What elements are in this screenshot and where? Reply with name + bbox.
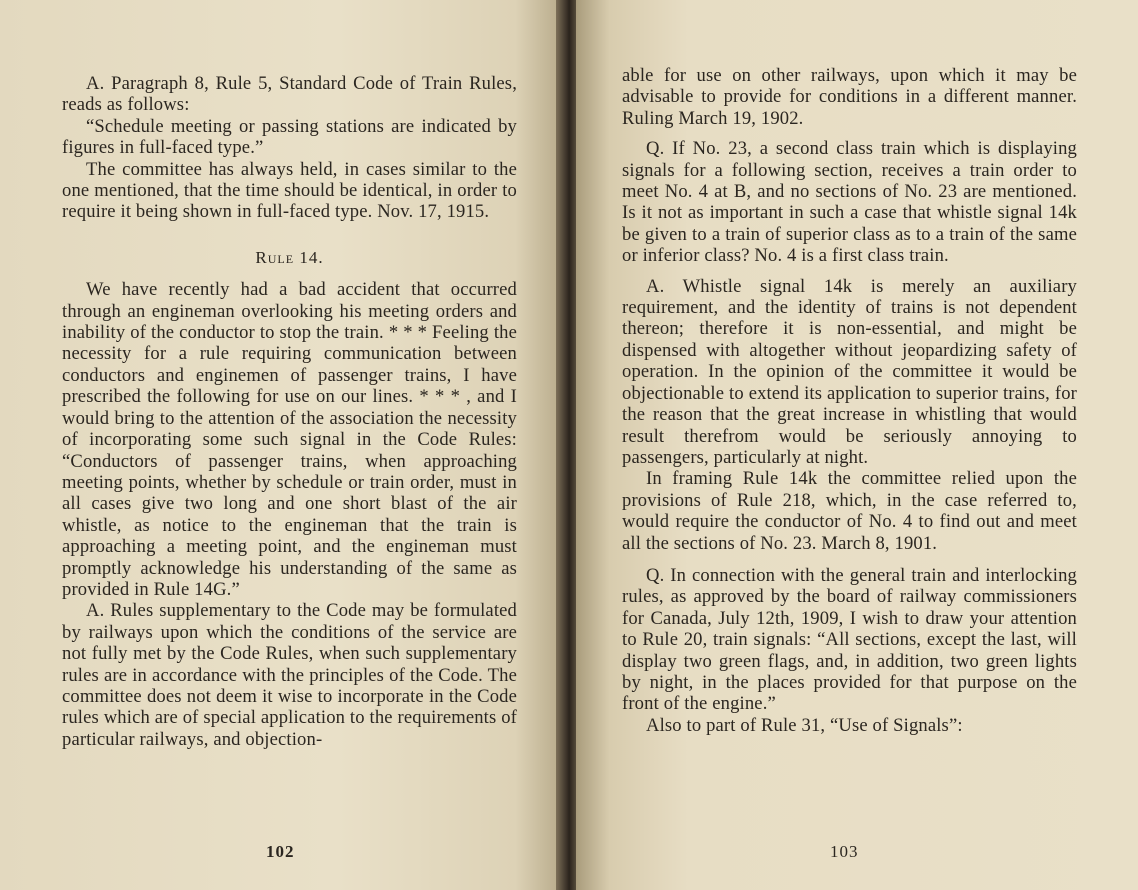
paragraph: A. Rules supplementary to the Code may be formulated by railways upon which the conditions of the service are not fully met by the Code Rules, when such supplementary rules are in accordance with the principles of the Code. The committee does not deem it wise to incorporate in the Code rules which are of special application to the requirements of particular railways, and objection- xyxy=(62,600,517,750)
paragraph: A. Whistle signal 14k is merely an auxiliary requirement, and the identity of trains is not dependent thereon; therefore it is non-essential, and might be dispensed with altogether without jeopardizing safety of operation. In the opinion of the committee it would be objectionable to extend its application to superior trains, for the reason that the great increase in whistling that would result therefrom would be seriously annoying to passengers, particularly at night. xyxy=(622,275,1077,468)
paragraph: In framing Rule 14k the committee relied upon the provisions of Rule 218, which, in the case referred to, would require the conductor of No. 4 to find out and meet all the sections of No. 23. March 8, 1901. xyxy=(622,468,1077,554)
paragraph: able for use on other railways, upon which it may be advisable to provide for conditions in a different manner. Ruling March 19, 1902. xyxy=(622,65,1077,129)
page-number: 103 xyxy=(830,842,859,861)
paragraph: We have recently had a bad accident that occurred through an engineman overlooking his meeting orders and inability of the conductor to stop the train. * * * Feeling the necessity for a rule requiring communication between conductors and enginemen of passenger trains, I have prescribed the following for use on our lines. * * * , and I would bring to the attention of the association the necessity of incorporating some such signal in the Code Rules: “Conductors of passenger trains, when approaching meeting points, whether by schedule or train order, must in all cases give two long and one short blast of the air whistle, as notice to the engineman that the train is approaching a meeting point, and the engineman must promptly acknowledge his understanding of the same as provided in Rule 14G.” xyxy=(62,279,517,600)
paragraph: The committee has always held, in cases similar to the one mentioned, that the time should be identical, in order to require it being shown in full-faced type. Nov. 17, 1915. xyxy=(62,158,517,223)
paragraph: “Schedule meeting or passing stations are indicated by figures in full-faced type.” xyxy=(62,115,517,159)
paragraph: A. Paragraph 8, Rule 5, Standard Code of Train Rules, reads as follows: xyxy=(62,73,517,116)
paragraph: Q. In connection with the general train and interlocking rules, as approved by the board of railway commissioners for Canada, July 12th, 1909, I wish to draw your attention to Rule 20, train signals: “All sections, except the last, will display two green flags, and, in addition, two green lights by night, in the places provided for that purpose on the front of the engine.” xyxy=(622,564,1077,715)
left-page-body xyxy=(62,73,517,750)
left-page xyxy=(0,0,560,890)
right-page-body xyxy=(622,65,1077,736)
paragraph: Q. If No. 23, a second class train which is displaying signals for a following section, receives a train order to meet No. 4 at B, and no sections of No. 23 are mentioned. Is it not as important in such a case that whistle signal 14k be given to a train of superior class as to a train of the same or inferior class? No. 4 is a first class train. xyxy=(622,138,1077,267)
paragraph: Also to part of Rule 31, “Use of Signals”: xyxy=(646,714,963,736)
right-page xyxy=(576,0,1138,890)
page-number: 102 xyxy=(266,842,295,861)
section-heading: Rule 14. xyxy=(255,247,324,267)
